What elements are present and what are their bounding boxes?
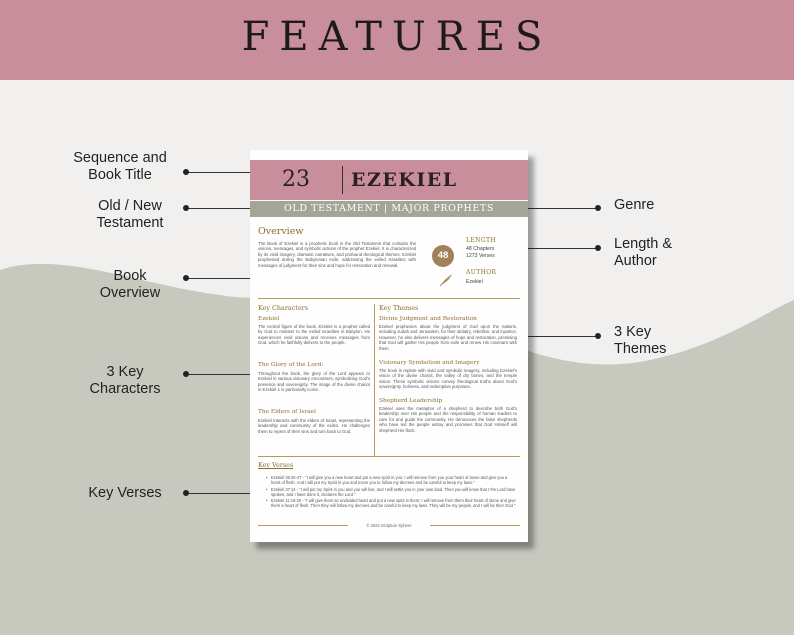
label-overview-line1: Book: [113, 268, 147, 284]
author-label: AUTHOR: [466, 269, 497, 276]
label-characters: [70, 364, 180, 398]
label-themes: [614, 324, 666, 358]
label-verses: [70, 485, 180, 502]
character-name-3: The Elders of Israel: [258, 409, 316, 415]
label-genre: [614, 197, 654, 214]
label-overview: [80, 268, 180, 302]
theme-name-3: Shepherd Leadership: [379, 398, 443, 404]
character-name-2: The Glory of the Lord:: [258, 362, 324, 368]
connector-dot-overview: [183, 275, 189, 281]
label-length-line2: Author: [614, 253, 657, 269]
connector-dot-themes: [595, 333, 601, 339]
label-length-line1: Length &: [614, 236, 673, 252]
author-name: Ezekiel: [466, 279, 483, 285]
overview-heading: Overview: [258, 226, 304, 237]
connector-genre: [520, 208, 598, 209]
character-text-2: Throughout the book, the glory of the Lord appears to Ezekiel in various visionary encounters, symbolizing God's presence and sovereignty. The image of the divine chariot in Ezekiel 1 is particularly iconic.: [258, 371, 370, 393]
label-characters-line2: Characters: [89, 381, 161, 397]
document-page: [250, 150, 528, 542]
features-banner: [0, 0, 794, 80]
label-sequence-title: [58, 150, 182, 184]
label-testament-line2: Testament: [96, 215, 164, 231]
header-divider: [342, 166, 343, 194]
connector-dot-sequence: [183, 169, 189, 175]
book-sequence-number: 23: [282, 167, 310, 192]
label-themes-line1: 3 Key: [614, 324, 652, 340]
theme-name-1: Divine Judgment and Restoration: [379, 316, 477, 322]
verses-heading: Key Verses: [258, 461, 294, 469]
themes-heading: Key Themes: [379, 304, 419, 312]
connector-dot-verses: [183, 490, 189, 496]
chapter-count-badge: 48: [432, 245, 454, 267]
label-length-author: [614, 236, 672, 270]
character-text-3: Ezekiel interacts with the elders of Israel, representing the leadership and community of the exiles. He challenges them to repent of their sins and turn back to God.: [258, 418, 370, 434]
verse-list: [266, 475, 516, 510]
connector-themes: [528, 336, 598, 337]
column-divider: [374, 304, 375, 456]
verse-count: 1273 Verses: [466, 253, 495, 259]
connector-length: [528, 248, 598, 249]
overview-divider: [258, 298, 520, 299]
length-label: LENGTH: [466, 237, 497, 244]
verse-item-1: • Ezekiel 36:26-27 - "I will give you a new heart and put a new spirit in you; I will remove from you your heart of stone and give you a heart of flesh. And I will put my Spirit in you and move you to follow my decrees and be careful to keep my laws.": [266, 475, 516, 485]
label-themes-line2: Themes: [614, 341, 667, 357]
book-title: EZEKIEL: [351, 169, 458, 191]
label-characters-line1: 3 Key: [106, 364, 144, 380]
themes-divider: [258, 456, 520, 457]
chapter-count: 48 Chapters: [466, 246, 495, 252]
footer-rule-right: [430, 525, 520, 526]
theme-text-1: Ezekiel prophesies about the judgment of God upon the nations, including Judah and Jerusalem, for their idolatry, rebellion, and injustice. However, he also delivers messages of hope and restoration, promising that God will gather His people from exile and renew His covenant with them.: [379, 324, 517, 351]
label-genre-text: Genre: [614, 197, 655, 213]
connector-dot-testament: [183, 205, 189, 211]
characters-heading: Key Characters: [258, 304, 308, 312]
label-testament-line1: Old / New: [98, 198, 162, 214]
label-overview-line2: Overview: [99, 285, 161, 301]
label-testament: [80, 198, 180, 232]
overview-text: The Book of Ezekiel is a prophetic book in the Old Testament that contains the visions, messages, and symbolic actions of the prophet Ezekiel. It is characterized by its vivid imagery, dramatic narratives, and profound theological themes. Ezekiel prophesied during the Babylonian exile, addressing the exiled Israelites with messages of judgment for their sins and hope for restoration and renewal.: [258, 241, 416, 268]
label-sequence-line1: Sequence and: [73, 150, 167, 166]
page-footer: © 2024 Scripture Sphere: [366, 523, 412, 528]
label-sequence-line2: Book Title: [88, 167, 152, 183]
page-header: [250, 160, 528, 200]
label-verses-text: Key Verses: [88, 485, 162, 501]
quill-icon: [438, 272, 454, 288]
connector-dot-characters: [183, 371, 189, 377]
genre-bar: OLD TESTAMENT | MAJOR PROPHETS: [250, 201, 528, 217]
theme-text-2: The book is replete with vivid and symbolic imagery, including Ezekiel's vision of the divine chariot, the valley of dry bones, and the temple vision. These symbolic visions convey theological truths about God's sovereignty, holiness, and redemptive purposes.: [379, 368, 517, 390]
verse-item-2: • Ezekiel 37:14 - "I will put my Spirit in you and you will live, and I will settle you in your own land. Then you will know that I the Lord have spoken, and I have done it, declares the Lord.": [266, 487, 516, 497]
connector-dot-length: [595, 245, 601, 251]
theme-name-2: Visionary Symbolism and Imagery: [379, 360, 480, 366]
verse-item-3: • Ezekiel 11:19-20 - "I will give them an undivided heart and put a new spirit in them; I will remove from them their heart of stone and give them a heart of flesh. Then they will follow my decrees and be careful to keep my laws. They will be my people, and I will be their God.": [266, 498, 516, 508]
theme-text-3: Ezekiel uses the metaphor of a shepherd to describe both God's leadership over His people and the responsibility of human leaders to care for and guide the community. He denounces the false shepherds who have led the people astray and promises that God Himself will shepherd His flock.: [379, 406, 517, 433]
banner-title: FEATURES: [241, 14, 553, 60]
character-name-1: Ezekiel: [258, 316, 280, 322]
connector-dot-genre: [595, 205, 601, 211]
character-text-1: The central figure of the book, Ezekiel is a prophet called by God to minister to the exiled Israelites in Babylon. He experiences vivid visions and receives messages from God, which he faithfully delivers to the people.: [258, 324, 370, 346]
